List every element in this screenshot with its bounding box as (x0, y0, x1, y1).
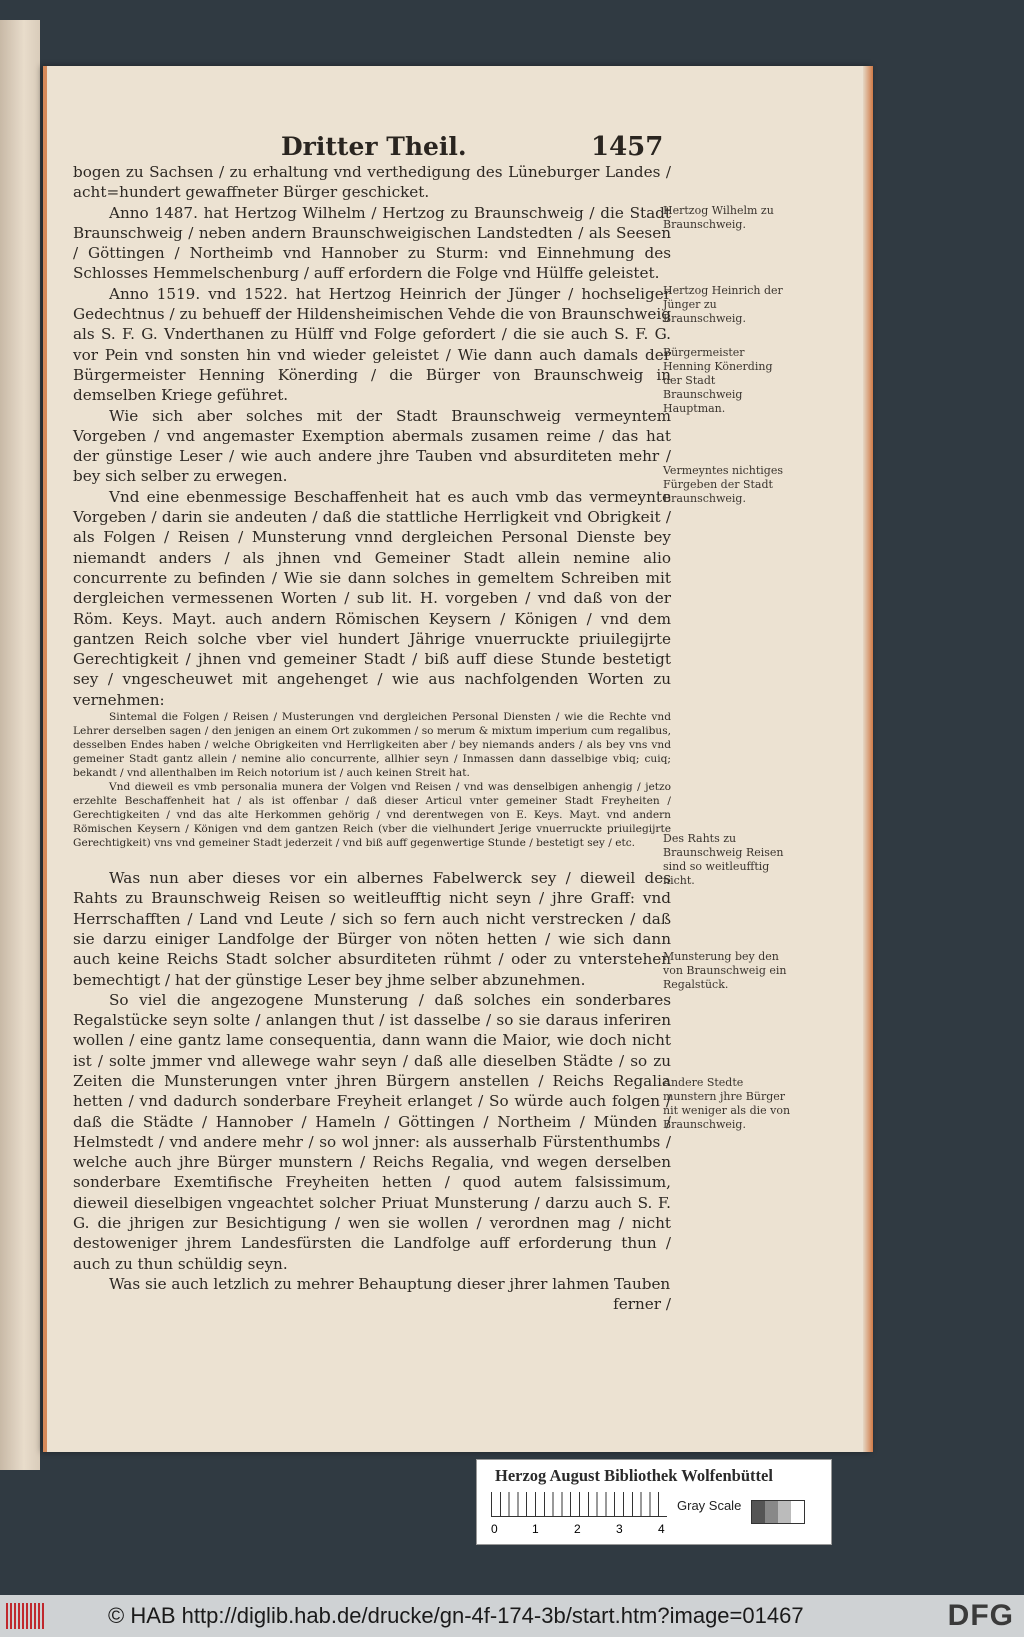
dfg-logo: DFG (947, 1599, 1014, 1632)
scale-tick: 4 (658, 1522, 665, 1536)
gray-scale-label: Gray Scale (677, 1498, 742, 1513)
margin-note: Hertzog Heinrich der Jünger zu Braunschweig. (663, 284, 783, 325)
running-header: Dritter Theil. (281, 132, 467, 161)
margin-note: Munsterung bey den von Braunschweig ein Regalstück. (663, 950, 787, 991)
main-text (73, 162, 671, 1315)
catchword: ferner / (613, 1295, 671, 1314)
page-number: 1457 (591, 132, 664, 162)
paragraph: Anno 1487. hat Hertzog Wilhelm / Hertzog zu Braunschweig / die Stadt Braunschweig / neben andern Braunschweigischen Landstedten / als Seesen / Göttingen / Northeimb vnd Hannober zu Sturm: vnd Einnehmung des Schlosses Hemmelschenburg / auff erfordern die Folge vnd Hülffe geleistet. (73, 203, 671, 283)
page-edge (863, 66, 873, 1452)
paragraph: Anno 1519. vnd 1522. hat Hertzog Heinrich der Jünger / hochseliger Gedechtnus / zu behueff der Hildensheimischen Vehde die von Braunschweig als S. F. G. Vnderthanen zu Hülff vnd Folge gefordert / die sie auch S. F. G. vor Pein vnd sonsten hin vnd wieder geleistet / Wie dann auch damals der Bürgermeister Henning Könerding / die Bürger von Braunschweig in demselben Kriege geführet. (73, 284, 671, 405)
scale-tick: 0 (491, 1522, 498, 1536)
paragraph: Was sie auch letzlich zu mehrer Behauptung dieser jhrer lahmen Tauben (109, 1274, 671, 1293)
quoted-paragraph: Sintemal die Folgen / Reisen / Musterungen vnd dergleichen Personal Diensten / wie die Rechte vnd Lehrer derselben sagen / den jenigen an einem Ort zukommen / so merum & mixtum imperium cum regalibus, desselben Endes haben / welche Obrigkeiten vnd Herrligkeiten aber / bey niemands anders / als bey vns vnd gemeiner Stadt gantz allein / nemine alio concurrente, allhier seyn / Inmassen dann dasselbige vbiq; cuiq; bekandt / vnd allenthalben im Reich notorium ist / auch keinen Streit hat. (73, 711, 671, 780)
scale-tick: 2 (574, 1522, 581, 1536)
scale-tick: 3 (616, 1522, 623, 1536)
scale-tick: 1 (532, 1522, 539, 1536)
quoted-paragraph: Vnd dieweil es vmb personalia munera der Volgen vnd Reisen / vnd was denselbigen anhengig / jetzo erzehlte Beschaffenheit hat / als ist offenbar / daß dieser Articul vnter gemeiner Stadt Freyheiten / Gerechtigkeiten / vnd das alte Herkommen gehörig / vnd derentwegen von E. Keys. Mayt. vnd andern Römischen Keysern / Königen vnd dem gantzen Reich (vber die vielhundert Jerige vnuerruckte priuilegijrte Gerechtigkeit) vns vnd gemeiner Stadt jederzeit / vnd biß auff gegenwertige Stunde / bestetigt sey / etc. (73, 781, 671, 850)
barcode-icon (6, 1603, 46, 1629)
paragraph: bogen zu Sachsen / zu erhaltung vnd verthedigung des Lüneburger Landes / acht=hundert gewaffneter Bürger geschicket. (73, 163, 671, 202)
paragraph: So viel die angezogene Munsterung / daß solches ein sonderbares Regalstücke seyn solte / anlangen thut / ist dasselbe / so sie daraus inferiren wollen / eine gantz lame consequentia, dann wann die Maior, wie doch nicht ist / solte jmmer vnd allewege wahr seyn / daß alle dieselben Städte / so zu Zeiten die Munsterungen vnter jhren Bürgern anstellen / Reichs Regalia hetten / vnd dadurch sonderbare Freyheit erlanget / So würde auch folgen / daß die Städte / Hannober / Hameln / Göttingen / Northeim / Münden / Helmstedt / vnd andere mehr / so wol jnner: als ausserhalb Fürstenthumbs / welche auch jhre Bürger munstern / Reichs Regalia, vnd wegen derselben sonderbare Exemtifische Freyheiten hetten / quod autem falsissimum, dieweil dieselbigen vngeachtet solcher Priuat Munsterung / darzu auch S. F. G. die jhrigen zur Besichtigung / wen sie wollen / verordnen mag / nicht destoweniger jhrem Landesfürsten die Landfolge auff erforderung thun / auch zu thun schüldig seyn. (73, 990, 671, 1273)
library-color-card (476, 1459, 832, 1545)
margin-note: Des Rahts zu Braunschweig Reisen sind so weitleufftig nicht. (663, 832, 784, 887)
gray-scale-swatch (751, 1500, 805, 1524)
margin-note: Bürgermeister Henning Könerding der Stadt Braunschweig Hauptman. (663, 346, 773, 415)
footer-bar (0, 1595, 1024, 1637)
paragraph: Vnd eine ebenmessige Beschaffenheit hat es auch vmb das vermeynte Vorgeben / darin sie andeuten / daß die stattliche Herrligkeit vnd Obrigkeit / als Folgen / Reisen / Munsterung vnnd dergleichen Personal Dienste bey niemandt anders / als jhnen vnd Gemeiner Stadt allein nemine alio concurrente zu befinden / Wie sie dann solches in gemeltem Schreiben mit dergleichen vermessenen Worten / sub lit. H. vorgeben / vnd daß von der Röm. Keys. Mayt. auch andern Römischen Keysern / Königen / vnd dem gantzen Reich solche vber viel hundert Jährige vnuerruckte priuilegijrte Gerechtigkeit / jhnen vnd gemeiner Stadt / biß auff diese Stunde bestetigt sey / vngescheuwet mit angehenget / wie aus nachfolgenden Worten zu vernehmen: (73, 487, 671, 709)
margin-note: Andere Stedte munstern jhre Bürger nit weniger als die von Braunschweig. (663, 1076, 791, 1131)
paragraph: Was nun aber dieses vor ein albernes Fabelwerck sey / dieweil des Rahts zu Braunschweig Reisen so weitleufftig nicht seyn / jhre Graff: vnd Herrschafften / Land vnd Leute / sich so fern auch nicht verstrecken / daß sie darzu einiger Landfolge der Bürger von nöten hetten / wie sich dann auch keine Reichs Stadt solcher absurditeten rühmt / oder zu vnterstehen bemechtigt / hat der günstige Leser bey jhme selber abzunehmen. (73, 869, 671, 989)
source-url[interactable]: © HAB http://diglib.hab.de/drucke/gn-4f-174-3b/start.htm?image=01467 (108, 1603, 804, 1628)
paragraph: Wie sich aber solches mit der Stadt Braunschweig vermeyntem Vorgeben / vnd angemaster Exemption abermals zusamen reime / das hat der günstige Leser / wie auch andere jhre Tauben vnd absurditeten mehr / bey sich selber zu erwegen. (73, 406, 671, 486)
facing-page-edge (0, 20, 40, 1470)
book-page (43, 66, 873, 1452)
scale-ruler (491, 1492, 667, 1517)
margin-note: Hertzog Wilhelm zu Braunschweig. (663, 204, 774, 231)
library-name: Herzog August Bibliothek Wolfenbüttel (495, 1466, 773, 1485)
margin-note: Vermeyntes nichtiges Fürgeben der Stadt Braunschweig. (663, 464, 783, 505)
